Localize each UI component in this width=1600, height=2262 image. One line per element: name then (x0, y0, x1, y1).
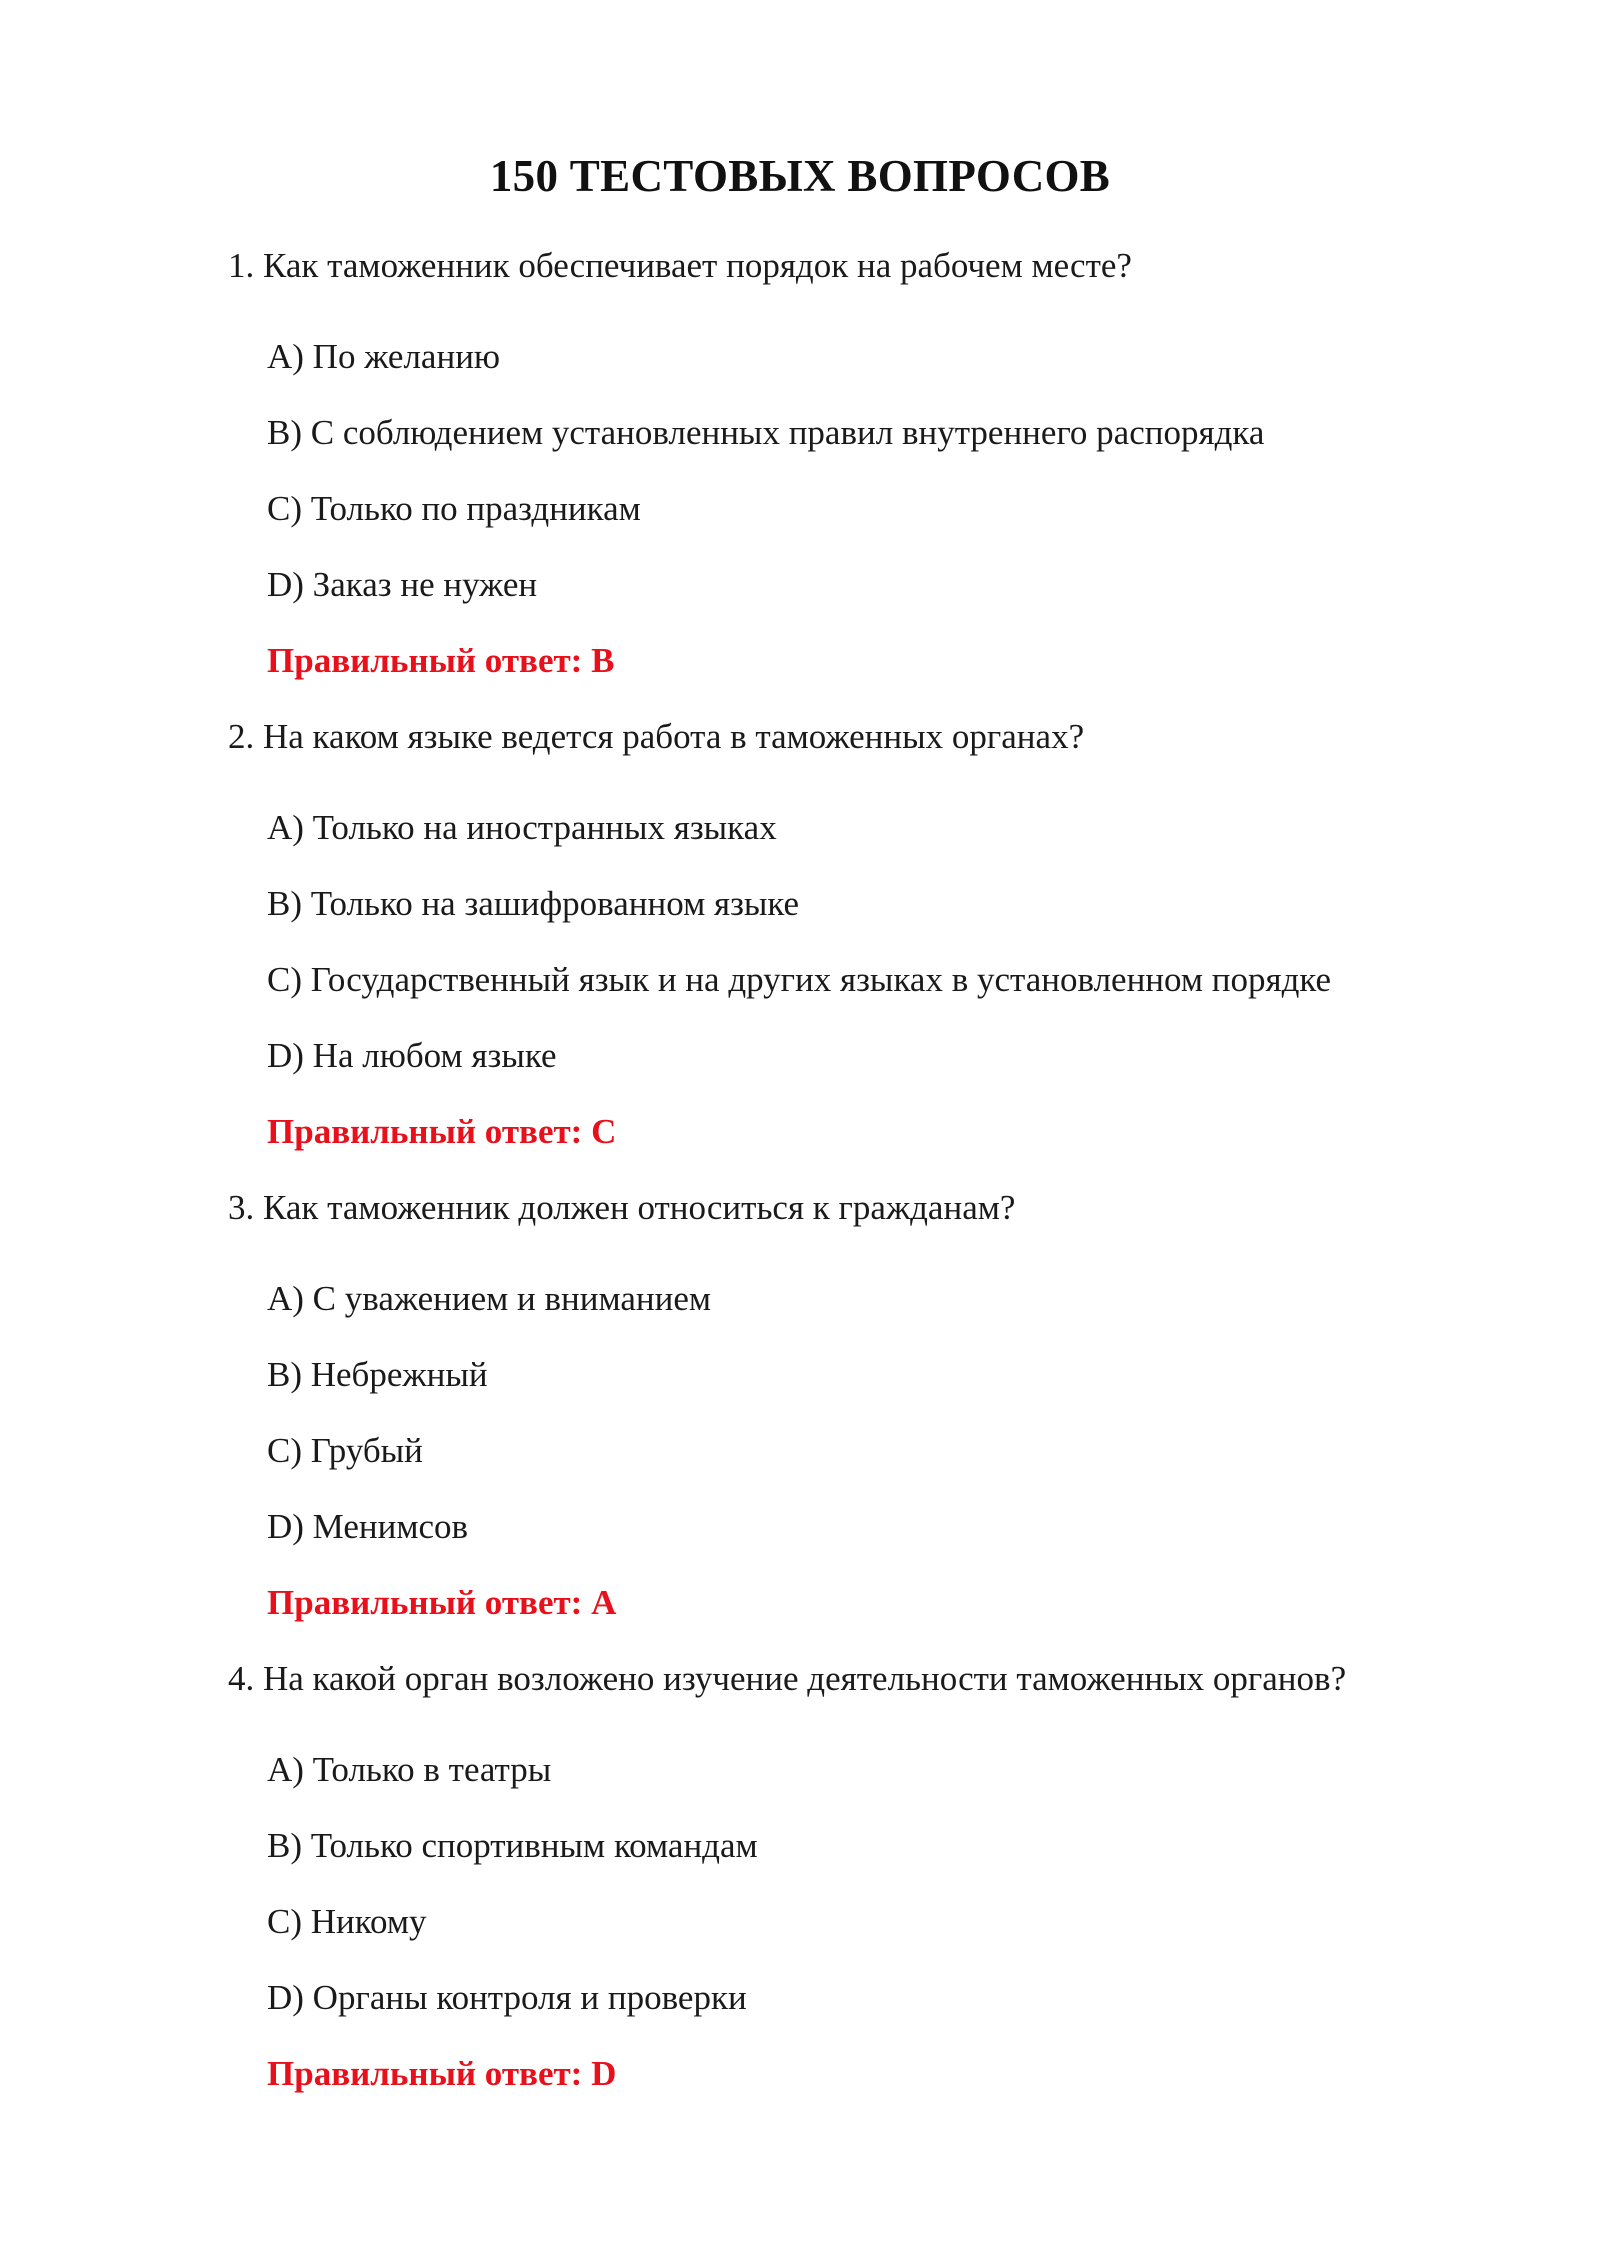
option-b: B) С соблюдением установленных правил внутреннего распорядка (267, 413, 1265, 452)
correct-answer: Правильный ответ: D (267, 2054, 617, 2093)
option-a: A) Только на иностранных языках (267, 808, 777, 847)
option-d: D) Менимсов (267, 1507, 469, 1546)
option-c: C) Грубый (267, 1431, 423, 1470)
option-a: A) По желанию (267, 337, 501, 376)
option-a: A) С уважением и вниманием (267, 1279, 712, 1318)
option-d: D) На любом языке (267, 1036, 557, 1075)
option-c: C) Только по праздникам (267, 489, 641, 528)
question-text: 1. Как таможенник обеспечивает порядок на рабочем месте? (228, 246, 1132, 285)
question-text: 4. На какой орган возложено изучение деятельности таможенных органов? (228, 1659, 1347, 1698)
correct-answer: Правильный ответ: B (267, 641, 615, 680)
correct-answer: Правильный ответ: A (267, 1583, 617, 1622)
option-a: A) Только в театры (267, 1750, 552, 1789)
option-d: D) Органы контроля и проверки (267, 1978, 747, 2017)
option-b: B) Только спортивным командам (267, 1826, 758, 1865)
option-c: C) Никому (267, 1902, 427, 1941)
option-c: C) Государственный язык и на других языках в установленном порядке (267, 960, 1332, 999)
question-text: 2. На каком языке ведется работа в таможенных органах? (228, 717, 1085, 756)
option-b: B) Только на зашифрованном языке (267, 884, 800, 923)
document-title: 150 ТЕСТОВЫХ ВОПРОСОВ (489, 151, 1111, 201)
question-text: 3. Как таможенник должен относиться к гражданам? (228, 1188, 1016, 1227)
option-d: D) Заказ не нужен (267, 565, 538, 604)
option-b: B) Небрежный (267, 1355, 488, 1394)
correct-answer: Правильный ответ: C (267, 1112, 617, 1151)
